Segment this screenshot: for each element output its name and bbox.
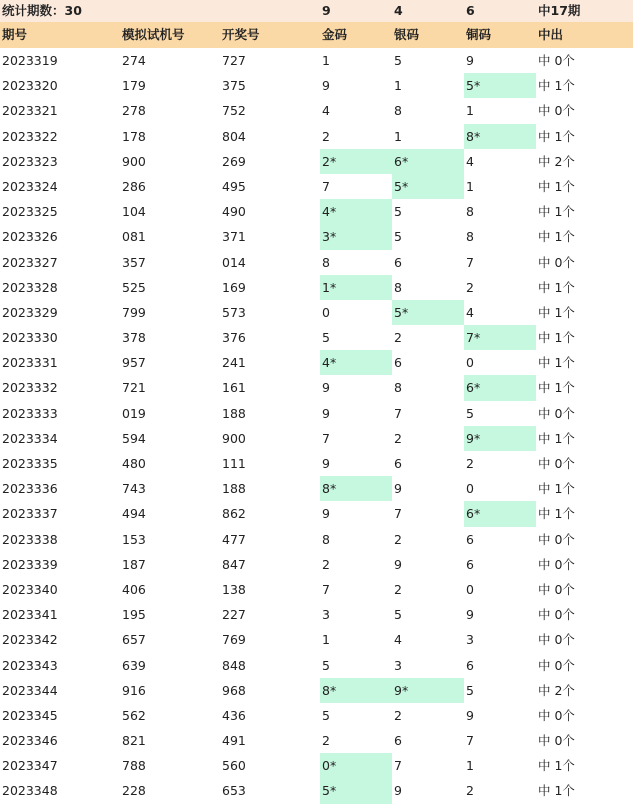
table-row	[0, 501, 633, 526]
gold-cell: 4*	[320, 350, 392, 375]
hit-count-cell: 中 0个	[538, 632, 575, 648]
draw-number-cell: 477	[222, 531, 246, 547]
silver-cell: 8	[394, 103, 402, 119]
hit-count-cell: 中 1个	[538, 783, 575, 799]
gold-cell: 1*	[320, 275, 392, 300]
table-row	[0, 250, 633, 275]
bronze-cell: 2	[466, 279, 474, 295]
sim-number-cell: 525	[122, 279, 146, 295]
silver-cell: 9	[394, 481, 402, 497]
hit-count-cell: 中 1个	[538, 506, 575, 522]
draw-number-cell: 573	[222, 304, 246, 320]
bronze-cell: 5	[466, 682, 474, 698]
sim-number-cell: 743	[122, 481, 146, 497]
bronze-cell: 0	[466, 481, 474, 497]
bronze-cell: 2	[466, 456, 474, 471]
table-row	[0, 149, 633, 174]
sim-number-cell: 494	[122, 506, 146, 522]
draw-number-cell: 495	[222, 178, 246, 194]
issue-cell: 2023338	[2, 531, 58, 547]
gold-cell: 7	[322, 178, 330, 194]
col-issue: 期号	[2, 27, 28, 42]
draw-number-cell: 111	[222, 456, 246, 471]
silver-cell: 6	[394, 733, 402, 749]
hit-count-cell: 中 2个	[538, 682, 575, 698]
draw-number-cell: 241	[222, 355, 246, 371]
issue-cell: 2023347	[2, 758, 58, 774]
summary-silver-count: 4	[394, 3, 403, 18]
bronze-cell: 4	[466, 153, 474, 169]
sim-number-cell: 900	[122, 153, 146, 169]
sim-number-cell: 274	[122, 53, 146, 68]
sim-number-cell: 178	[122, 128, 146, 144]
gold-cell: 8	[322, 531, 330, 547]
sim-number-cell: 104	[122, 204, 146, 220]
hit-count-cell: 中 0个	[538, 531, 575, 547]
bronze-cell: 5	[466, 405, 474, 421]
gold-cell: 9	[322, 405, 330, 421]
silver-cell: 8	[394, 380, 402, 396]
sim-number-cell: 788	[122, 758, 146, 774]
silver-cell: 7	[394, 405, 402, 421]
issue-cell: 2023348	[2, 783, 58, 799]
issue-cell: 2023322	[2, 128, 58, 144]
bronze-cell: 0	[466, 355, 474, 371]
sim-number-cell: 019	[122, 405, 146, 421]
issue-cell: 2023332	[2, 380, 58, 396]
silver-cell: 6	[394, 254, 402, 270]
gold-cell: 1	[322, 53, 330, 68]
bronze-cell: 1	[466, 758, 474, 774]
draw-number-cell: 752	[222, 103, 246, 119]
hit-count-cell: 中 1个	[538, 128, 575, 144]
gold-cell: 9	[322, 506, 330, 522]
table-row	[0, 275, 633, 300]
hit-count-cell: 中 0个	[538, 405, 575, 421]
sim-number-cell: 562	[122, 707, 146, 723]
hit-count-cell: 中 1个	[538, 178, 575, 194]
draw-number-cell: 560	[222, 758, 246, 774]
hit-count-cell: 中 1个	[538, 758, 575, 774]
draw-number-cell: 376	[222, 330, 246, 346]
gold-cell: 5	[322, 707, 330, 723]
table-row	[0, 199, 633, 224]
draw-number-cell: 188	[222, 481, 246, 497]
table-row	[0, 300, 633, 325]
bronze-cell: 1	[466, 178, 474, 194]
issue-cell: 2023319	[2, 53, 58, 68]
sim-number-cell: 957	[122, 355, 146, 371]
silver-cell: 8	[394, 279, 402, 295]
bronze-cell: 5*	[464, 73, 536, 98]
table-row	[0, 627, 633, 652]
sim-number-cell: 081	[122, 229, 146, 245]
silver-cell: 1	[394, 78, 402, 94]
sim-number-cell: 799	[122, 304, 146, 320]
draw-number-cell: 436	[222, 707, 246, 723]
gold-cell: 2	[322, 556, 330, 572]
issue-cell: 2023340	[2, 581, 58, 597]
sim-number-cell: 821	[122, 733, 146, 749]
summary-total: 中17期	[538, 3, 581, 18]
bronze-cell: 6	[466, 556, 474, 572]
issue-cell: 2023328	[2, 279, 58, 295]
issue-cell: 2023336	[2, 481, 58, 497]
draw-number-cell: 227	[222, 607, 246, 623]
bronze-cell: 0	[466, 581, 474, 597]
hit-count-cell: 中 1个	[538, 430, 575, 446]
gold-cell: 9	[322, 456, 330, 471]
issue-cell: 2023344	[2, 682, 58, 698]
draw-number-cell: 491	[222, 733, 246, 749]
col-hit: 中出	[538, 27, 564, 42]
gold-cell: 1	[322, 632, 330, 648]
gold-cell: 5	[322, 330, 330, 346]
silver-cell: 7	[394, 506, 402, 522]
silver-cell: 6	[394, 456, 402, 471]
issue-cell: 2023327	[2, 254, 58, 270]
issue-cell: 2023331	[2, 355, 58, 371]
draw-number-cell: 968	[222, 682, 246, 698]
silver-cell: 7	[394, 758, 402, 774]
summary-bronze-count: 6	[466, 3, 475, 18]
hit-count-cell: 中 0个	[538, 53, 575, 68]
sim-number-cell: 594	[122, 430, 146, 446]
header-row	[0, 22, 633, 48]
sim-number-cell: 278	[122, 103, 146, 119]
table-body	[0, 48, 633, 804]
sim-number-cell: 195	[122, 607, 146, 623]
table-row	[0, 552, 633, 577]
silver-cell: 2	[394, 430, 402, 446]
table-row	[0, 728, 633, 753]
issue-cell: 2023335	[2, 456, 58, 471]
gold-cell: 8*	[320, 678, 392, 703]
issue-cell: 2023329	[2, 304, 58, 320]
summary-gold-count: 9	[322, 3, 331, 18]
table-row	[0, 653, 633, 678]
silver-cell: 5	[394, 204, 402, 220]
gold-cell: 0	[322, 304, 330, 320]
table-row	[0, 753, 633, 778]
sim-number-cell: 916	[122, 682, 146, 698]
bronze-cell: 7	[466, 733, 474, 749]
sim-number-cell: 406	[122, 581, 146, 597]
silver-cell: 3	[394, 657, 402, 673]
sim-number-cell: 357	[122, 254, 146, 270]
summary-label: 统计期数：30	[2, 3, 82, 18]
table-row	[0, 325, 633, 350]
silver-cell: 2	[394, 707, 402, 723]
sim-number-cell: 721	[122, 380, 146, 396]
silver-cell: 4	[394, 632, 402, 648]
bronze-cell: 9	[466, 607, 474, 623]
table-row	[0, 678, 633, 703]
table-row	[0, 476, 633, 501]
draw-number-cell: 848	[222, 657, 246, 673]
gold-cell: 2	[322, 128, 330, 144]
bronze-cell: 4	[466, 304, 474, 320]
bronze-cell: 6*	[464, 501, 536, 526]
silver-cell: 5	[394, 53, 402, 68]
table-row	[0, 98, 633, 123]
table-row	[0, 124, 633, 149]
bronze-cell: 6*	[464, 375, 536, 400]
sim-number-cell: 480	[122, 456, 146, 471]
bronze-cell: 3	[466, 632, 474, 648]
hit-count-cell: 中 0个	[538, 657, 575, 673]
silver-cell: 5	[394, 229, 402, 245]
bronze-cell: 7	[466, 254, 474, 270]
hit-count-cell: 中 0个	[538, 556, 575, 572]
bronze-cell: 8	[466, 204, 474, 220]
issue-cell: 2023334	[2, 430, 58, 446]
hit-count-cell: 中 1个	[538, 380, 575, 396]
issue-cell: 2023324	[2, 178, 58, 194]
col-draw: 开奖号	[222, 27, 260, 42]
draw-number-cell: 900	[222, 430, 246, 446]
gold-cell: 3*	[320, 224, 392, 249]
hit-count-cell: 中 0个	[538, 733, 575, 749]
table-row	[0, 426, 633, 451]
issue-cell: 2023321	[2, 103, 58, 119]
table-row	[0, 73, 633, 98]
draw-number-cell: 862	[222, 506, 246, 522]
bronze-cell: 8	[466, 229, 474, 245]
draw-number-cell: 727	[222, 53, 246, 68]
sim-number-cell: 187	[122, 556, 146, 572]
hit-count-cell: 中 0个	[538, 103, 575, 119]
gold-cell: 4	[322, 103, 330, 119]
issue-cell: 2023330	[2, 330, 58, 346]
silver-cell: 5*	[392, 300, 464, 325]
sim-number-cell: 639	[122, 657, 146, 673]
gold-cell: 8	[322, 254, 330, 270]
draw-number-cell: 269	[222, 153, 246, 169]
table-row	[0, 527, 633, 552]
draw-number-cell: 371	[222, 229, 246, 245]
issue-cell: 2023342	[2, 632, 58, 648]
table-row	[0, 602, 633, 627]
issue-cell: 2023341	[2, 607, 58, 623]
gold-cell: 0*	[320, 753, 392, 778]
gold-cell: 4*	[320, 199, 392, 224]
hit-count-cell: 中 0个	[538, 607, 575, 623]
silver-cell: 5	[394, 607, 402, 623]
col-sim: 模拟试机号	[122, 27, 185, 42]
col-bronze: 铜码	[466, 27, 492, 42]
hit-count-cell: 中 1个	[538, 481, 575, 497]
bronze-cell: 1	[466, 103, 474, 119]
table-row	[0, 451, 633, 476]
draw-number-cell: 804	[222, 128, 246, 144]
silver-cell: 5*	[392, 174, 464, 199]
silver-cell: 1	[394, 128, 402, 144]
hit-count-cell: 中 0个	[538, 581, 575, 597]
gold-cell: 9	[322, 380, 330, 396]
gold-cell: 3	[322, 607, 330, 623]
hit-count-cell: 中 1个	[538, 204, 575, 220]
draw-number-cell: 188	[222, 405, 246, 421]
bronze-cell: 9*	[464, 426, 536, 451]
table-row	[0, 174, 633, 199]
hit-count-cell: 中 1个	[538, 78, 575, 94]
draw-number-cell: 138	[222, 581, 246, 597]
table-row	[0, 48, 633, 73]
issue-cell: 2023346	[2, 733, 58, 749]
draw-number-cell: 014	[222, 254, 246, 270]
bronze-cell: 9	[466, 53, 474, 68]
hit-count-cell: 中 0个	[538, 254, 575, 270]
table-row	[0, 224, 633, 249]
issue-cell: 2023345	[2, 707, 58, 723]
gold-cell: 7	[322, 581, 330, 597]
hit-count-cell: 中 0个	[538, 456, 575, 471]
sim-number-cell: 153	[122, 531, 146, 547]
table-row	[0, 350, 633, 375]
sim-number-cell: 179	[122, 78, 146, 94]
hit-count-cell: 中 0个	[538, 707, 575, 723]
col-gold: 金码	[322, 27, 348, 42]
sim-number-cell: 657	[122, 632, 146, 648]
issue-cell: 2023343	[2, 657, 58, 673]
table-row	[0, 577, 633, 602]
silver-cell: 2	[394, 330, 402, 346]
gold-cell: 2	[322, 733, 330, 749]
gold-cell: 8*	[320, 476, 392, 501]
bronze-cell: 6	[466, 657, 474, 673]
table-row	[0, 401, 633, 426]
hit-count-cell: 中 1个	[538, 355, 575, 371]
issue-cell: 2023339	[2, 556, 58, 572]
hit-count-cell: 中 2个	[538, 153, 575, 169]
gold-cell: 9	[322, 78, 330, 94]
gold-cell: 5	[322, 657, 330, 673]
sim-number-cell: 378	[122, 330, 146, 346]
silver-cell: 9	[394, 783, 402, 799]
hit-count-cell: 中 1个	[538, 304, 575, 320]
draw-number-cell: 769	[222, 632, 246, 648]
sim-number-cell: 286	[122, 178, 146, 194]
hit-count-cell: 中 1个	[538, 279, 575, 295]
bronze-cell: 9	[466, 707, 474, 723]
silver-cell: 2	[394, 581, 402, 597]
draw-number-cell: 490	[222, 204, 246, 220]
hit-count-cell: 中 1个	[538, 229, 575, 245]
gold-cell: 7	[322, 430, 330, 446]
issue-cell: 2023326	[2, 229, 58, 245]
draw-number-cell: 653	[222, 783, 246, 799]
silver-cell: 9*	[392, 678, 464, 703]
silver-cell: 9	[394, 556, 402, 572]
draw-number-cell: 847	[222, 556, 246, 572]
col-silver: 银码	[394, 27, 420, 42]
draw-number-cell: 161	[222, 380, 246, 396]
draw-number-cell: 169	[222, 279, 246, 295]
draw-number-cell: 375	[222, 78, 246, 94]
table-row	[0, 703, 633, 728]
silver-cell: 2	[394, 531, 402, 547]
gold-cell: 2*	[320, 149, 392, 174]
gold-cell: 5*	[320, 778, 392, 803]
silver-cell: 6	[394, 355, 402, 371]
issue-cell: 2023325	[2, 204, 58, 220]
silver-cell: 6*	[392, 149, 464, 174]
summary-row	[0, 0, 633, 22]
bronze-cell: 7*	[464, 325, 536, 350]
hit-count-cell: 中 1个	[538, 330, 575, 346]
bronze-cell: 2	[466, 783, 474, 799]
bronze-cell: 8*	[464, 124, 536, 149]
issue-cell: 2023320	[2, 78, 58, 94]
issue-cell: 2023337	[2, 506, 58, 522]
issue-cell: 2023333	[2, 405, 58, 421]
bronze-cell: 6	[466, 531, 474, 547]
issue-cell: 2023323	[2, 153, 58, 169]
table-row	[0, 375, 633, 400]
sim-number-cell: 228	[122, 783, 146, 799]
table-row	[0, 778, 633, 803]
